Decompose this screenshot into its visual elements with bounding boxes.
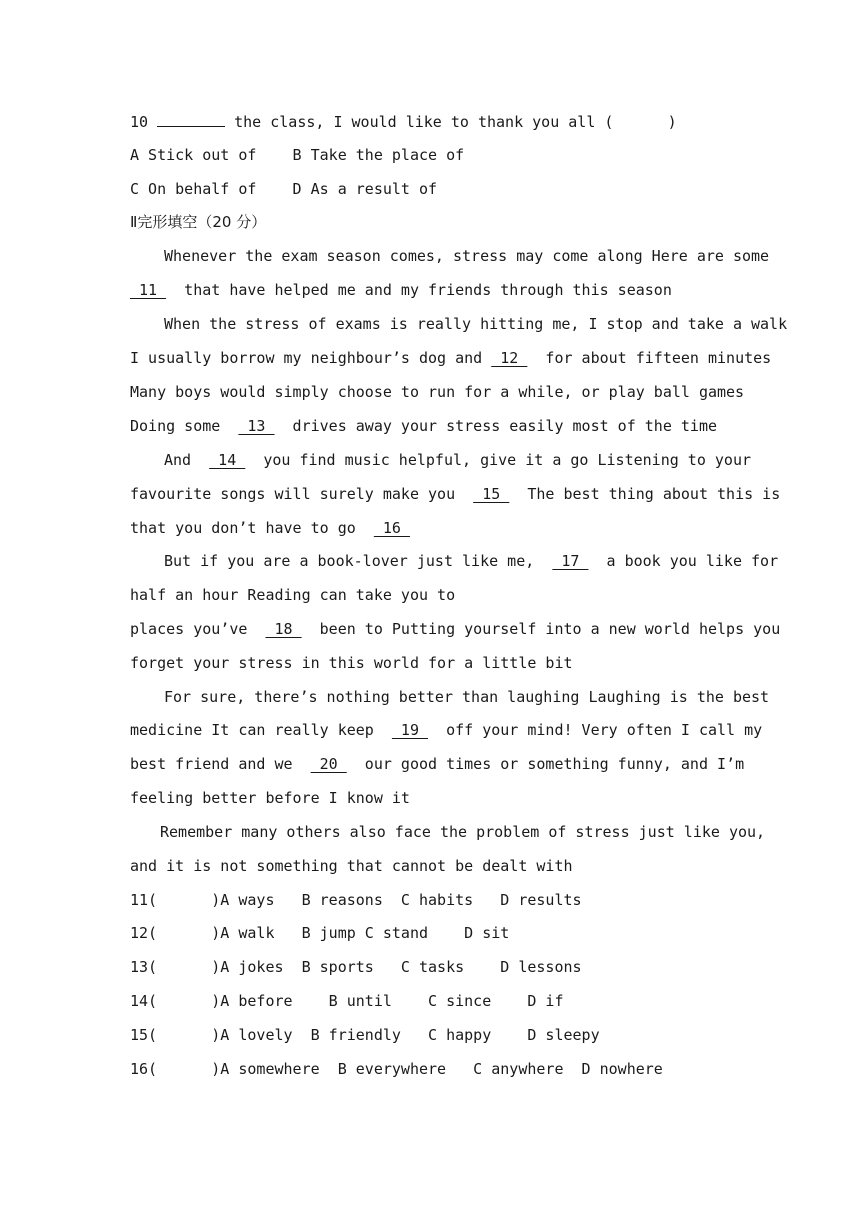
passage-line: Doing some 13 drives away your stress easily most of the time xyxy=(130,417,718,435)
section-heading: Ⅱ完形填空（20 分） xyxy=(130,213,267,231)
passage-line: favourite songs will surely make you 15 The best thing about this is xyxy=(130,485,781,503)
question-14: 14( )A before B until C since D if xyxy=(130,992,564,1010)
question-10-stem xyxy=(130,111,730,131)
passage-line: half an hour Reading can take you to xyxy=(130,586,456,604)
passage-line: forget your stress in this world for a little bit xyxy=(130,654,573,672)
passage-line: Whenever the exam season comes, stress may come along Here are some xyxy=(164,247,770,265)
passage-line: that you don’t have to go 16 xyxy=(130,519,410,537)
cloze-blank-11: 11 xyxy=(130,281,167,299)
passage-line: Remember many others also face the problem of stress just like you, xyxy=(160,823,766,841)
passage-line: 11 that have helped me and my friends through this season xyxy=(130,281,672,299)
passage-line: places you’ve 18 been to Putting yourself into a new world helps you xyxy=(130,620,781,638)
question-15: 15( )A lovely B friendly C happy D sleepy xyxy=(130,1026,600,1044)
passage-line: When the stress of exams is really hitting me, I stop and take a walk xyxy=(164,315,788,333)
passage-line: For sure, there’s nothing better than laughing Laughing is the best xyxy=(164,688,770,706)
passage-line: medicine It can really keep 19 off your mind! Very often I call my xyxy=(130,721,763,739)
passage-line: feeling better before I know it xyxy=(130,789,410,807)
cloze-blank-14: 14 xyxy=(209,451,246,469)
answer-blank xyxy=(157,111,225,127)
passage-line: And 14 you find music helpful, give it a go Listening to your xyxy=(164,451,752,469)
cloze-blank-12: 12 xyxy=(491,349,528,367)
passage-line: Many boys would simply choose to run for a while, or play ball games xyxy=(130,383,745,401)
cloze-blank-16: 16 xyxy=(373,519,410,537)
question-10-options-1: A Stick out of B Take the place of xyxy=(130,146,465,164)
cloze-blank-17: 17 xyxy=(552,552,589,570)
passage-line: best friend and we 20 our good times or something funny, and I’m xyxy=(130,755,745,773)
question-10-options-2: C On behalf of D As a result of xyxy=(130,180,438,198)
cloze-blank-19: 19 xyxy=(391,721,429,739)
cloze-blank-18: 18 xyxy=(265,620,302,638)
question-text: the class, I would like to thank you all ( ) xyxy=(225,113,677,131)
question-11: 11( )A ways B reasons C habits D results xyxy=(130,891,582,909)
question-12: 12( )A walk B jump C stand D sit xyxy=(130,924,510,942)
question-number: 10 xyxy=(130,113,149,131)
passage-line: But if you are a book-lover just like me, 17 a book you like for xyxy=(164,552,779,570)
question-16: 16( )A somewhere B everywhere C anywhere D nowhere xyxy=(130,1060,663,1078)
cloze-blank-20: 20 xyxy=(310,755,347,773)
question-13: 13( )A jokes B sports C tasks D lessons xyxy=(130,958,582,976)
cloze-blank-15: 15 xyxy=(473,485,510,503)
passage-line: and it is not something that cannot be dealt with xyxy=(130,857,573,875)
passage-line: I usually borrow my neighbour’s dog and 12 for about fifteen minutes xyxy=(130,349,772,367)
cloze-blank-13: 13 xyxy=(238,417,275,435)
